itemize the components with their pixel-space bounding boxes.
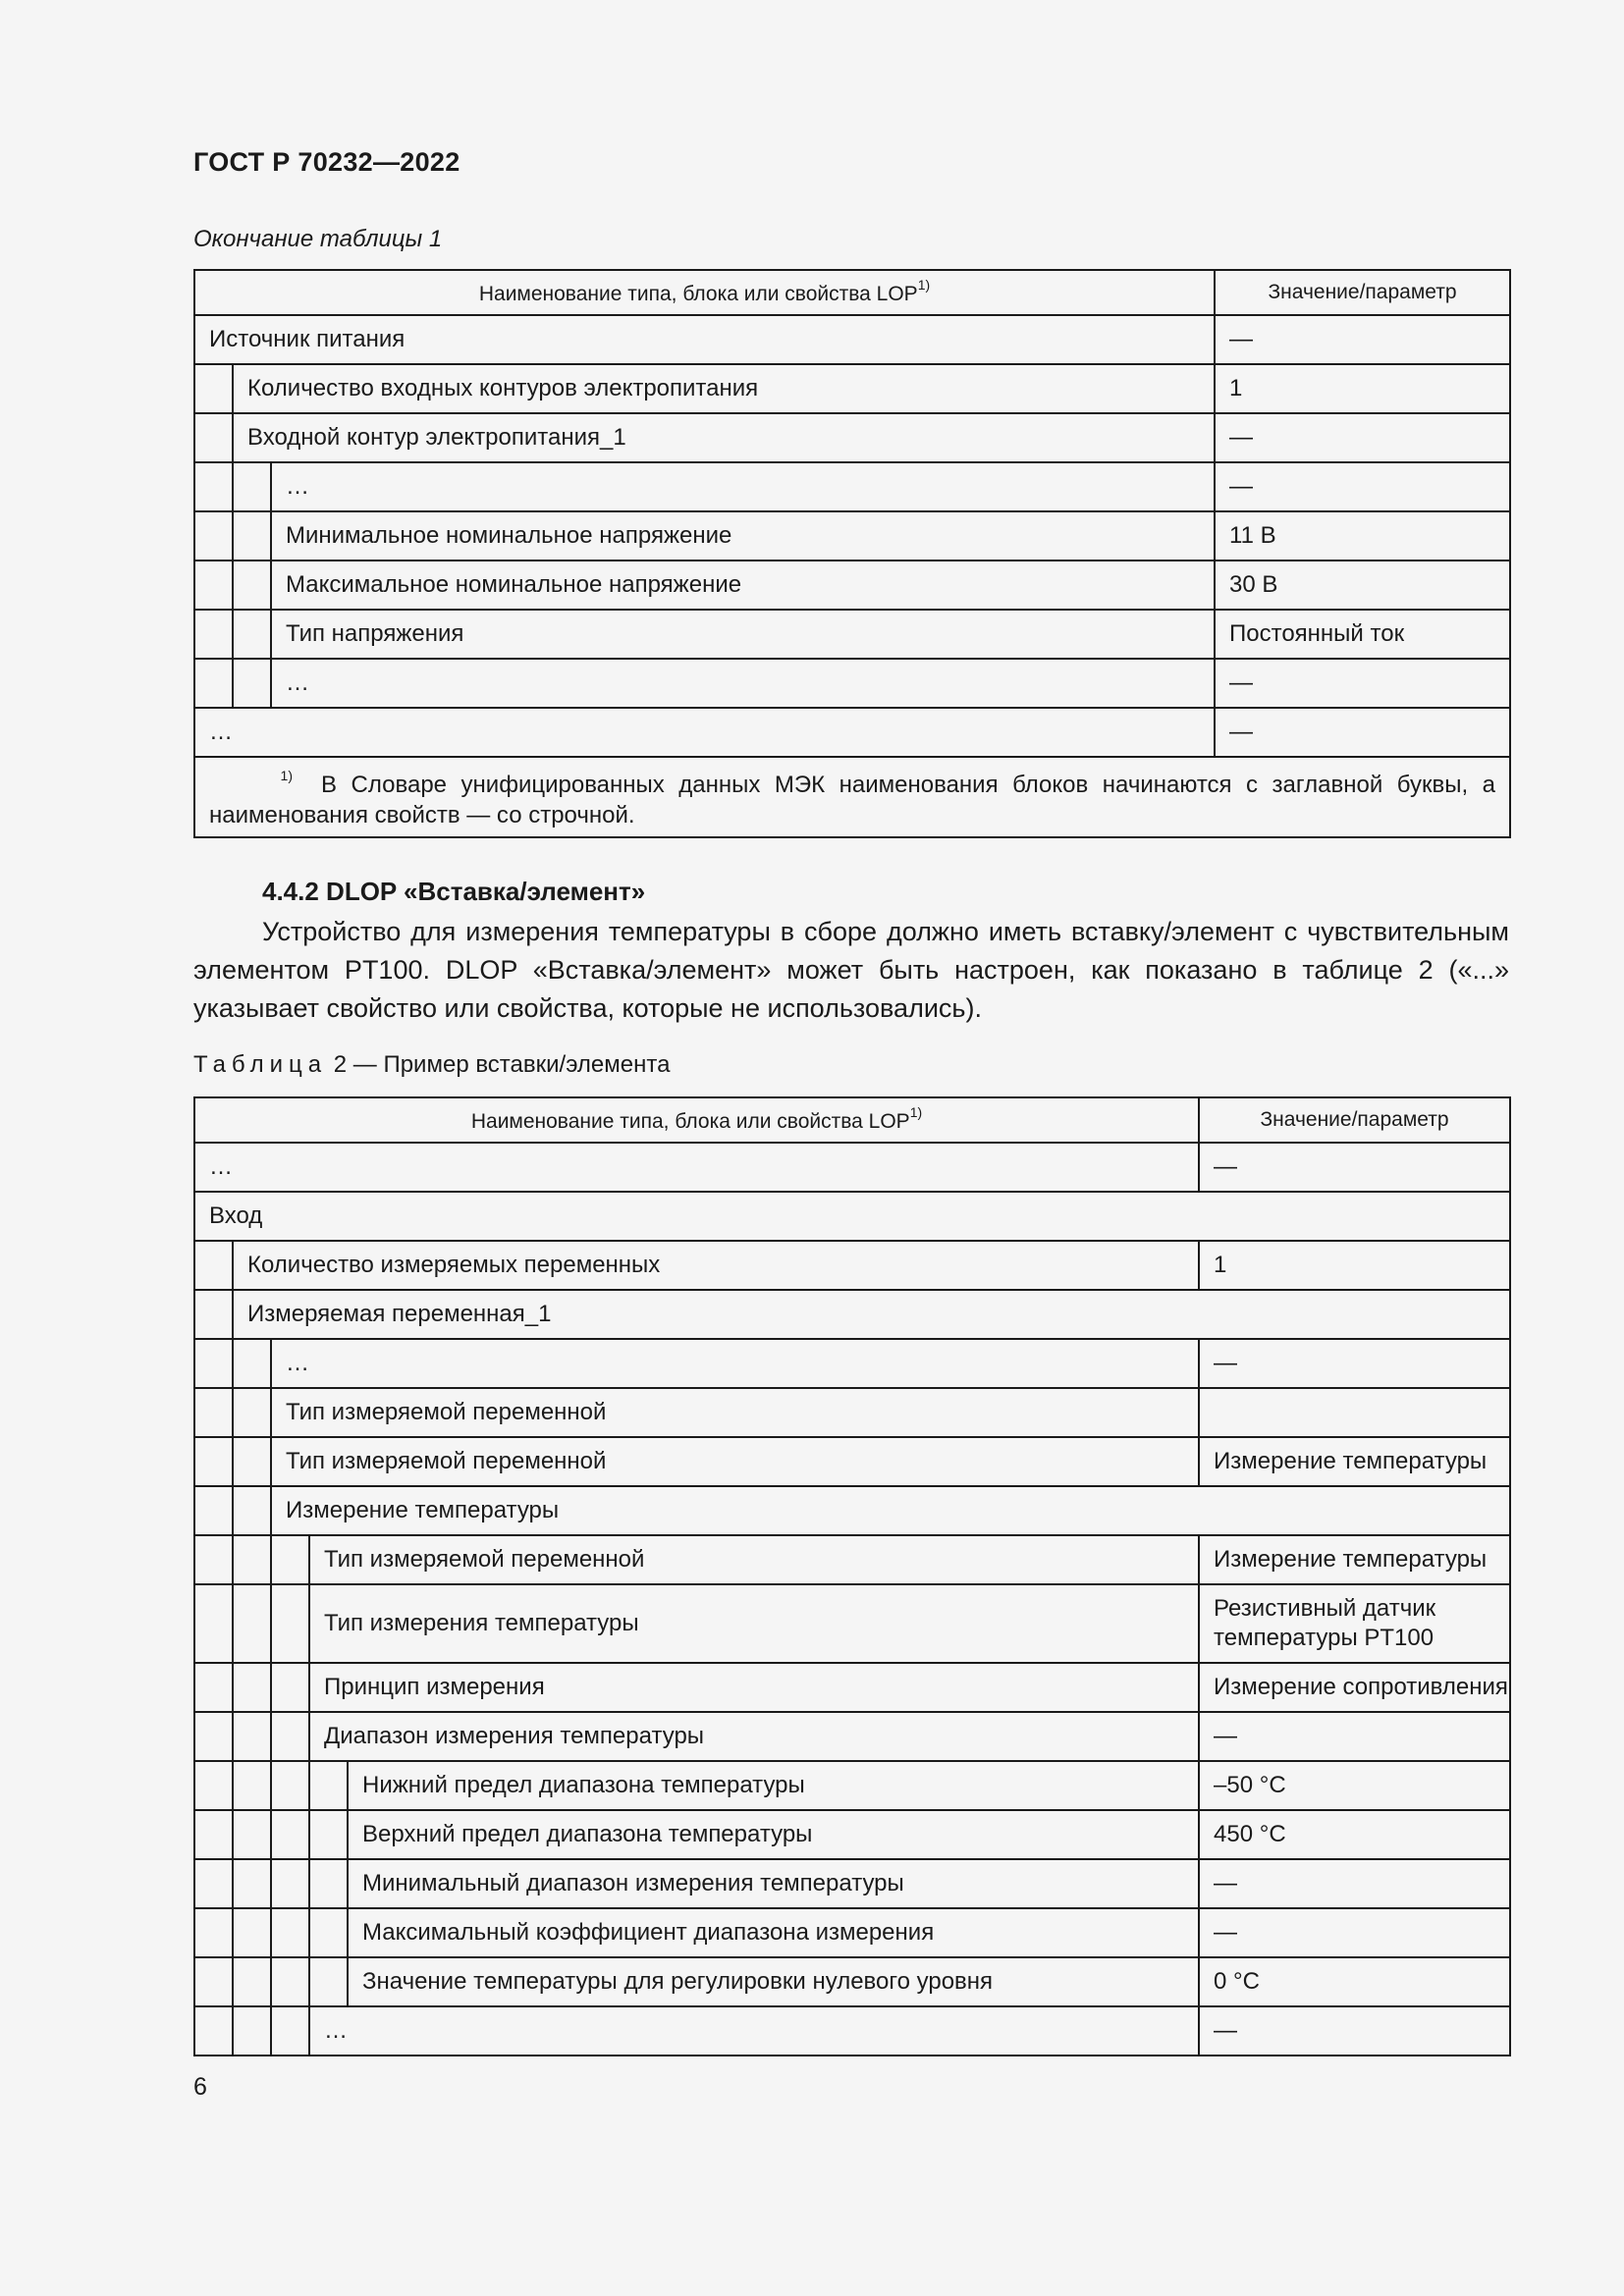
table2-row-name: Минимальный диапазон измерения температуры xyxy=(348,1859,1199,1908)
indent-cell xyxy=(194,1535,233,1584)
table2-row-value: — xyxy=(1199,1339,1510,1388)
table2-row-value: — xyxy=(1199,1908,1510,1957)
indent-cell xyxy=(309,1859,348,1908)
indent-cell xyxy=(233,1486,271,1535)
indent-cell xyxy=(194,1859,233,1908)
table1-row-value: 1 xyxy=(1215,364,1510,413)
indent-cell xyxy=(271,1761,309,1810)
indent-cell xyxy=(194,364,233,413)
table1-footnote xyxy=(194,757,1510,837)
indent-cell xyxy=(194,1584,233,1663)
table-row xyxy=(194,1761,1510,1810)
table-row xyxy=(194,1192,1510,1241)
table-row xyxy=(194,1859,1510,1908)
table-row xyxy=(194,2006,1510,2056)
table1-caption: Окончание таблицы 1 xyxy=(193,226,443,252)
indent-cell xyxy=(233,511,271,561)
indent-cell xyxy=(194,1663,233,1712)
table2-row-name: Количество измеряемых переменных xyxy=(233,1241,1199,1290)
table1-row-value: 11 В xyxy=(1215,511,1510,561)
table2-row-name: Тип измерения температуры xyxy=(309,1584,1199,1663)
table2-row-name: Максимальный коэффициент диапазона измерения xyxy=(348,1908,1199,1957)
table2-row-name: Вход xyxy=(194,1192,1510,1241)
indent-cell xyxy=(194,1957,233,2006)
indent-cell xyxy=(194,659,233,708)
indent-cell xyxy=(233,1535,271,1584)
table1-row-name: Максимальное номинальное напряжение xyxy=(271,561,1215,610)
table2-row-name: Тип измеряемой переменной xyxy=(309,1535,1199,1584)
indent-cell xyxy=(233,1339,271,1388)
table-row xyxy=(194,1535,1510,1584)
table-row xyxy=(194,462,1510,511)
table1-footnote-row xyxy=(194,757,1510,837)
indent-cell xyxy=(194,1908,233,1957)
table2-row-value: Измерение сопротивления xyxy=(1199,1663,1510,1712)
table-row xyxy=(194,1486,1510,1535)
table-row xyxy=(194,708,1510,757)
indent-cell xyxy=(233,659,271,708)
table-row xyxy=(194,1663,1510,1712)
indent-cell xyxy=(271,1908,309,1957)
table2-row-value: 450 °C xyxy=(1199,1810,1510,1859)
indent-cell xyxy=(233,1584,271,1663)
table2-row-value: — xyxy=(1199,2006,1510,2056)
section-heading: 4.4.2 DLOP «Вставка/элемент» xyxy=(262,877,646,906)
table2-row-value: — xyxy=(1199,1859,1510,1908)
table1-row-value: — xyxy=(1215,413,1510,462)
table1-row-name: Тип напряжения xyxy=(271,610,1215,659)
table2-header-row xyxy=(194,1097,1510,1143)
table1-header-row xyxy=(194,270,1510,315)
table-row xyxy=(194,1584,1510,1663)
indent-cell xyxy=(194,413,233,462)
table2-row-name: … xyxy=(194,1143,1199,1192)
indent-cell xyxy=(194,1437,233,1486)
table2-row-name: Верхний предел диапазона температуры xyxy=(348,1810,1199,1859)
indent-cell xyxy=(233,1663,271,1712)
table1-row-value: — xyxy=(1215,315,1510,364)
table2-row-name: Принцип измерения xyxy=(309,1663,1199,1712)
indent-cell xyxy=(194,1712,233,1761)
table1-row-value: — xyxy=(1215,462,1510,511)
table2-row-value: Резистивный датчик температуры PT100 xyxy=(1199,1584,1510,1663)
table1-row-name: Входной контур электропитания_1 xyxy=(233,413,1215,462)
indent-cell xyxy=(271,1584,309,1663)
indent-cell xyxy=(233,1810,271,1859)
indent-cell xyxy=(309,1957,348,2006)
table-row xyxy=(194,413,1510,462)
table-row xyxy=(194,1712,1510,1761)
indent-cell xyxy=(233,2006,271,2056)
table-row xyxy=(194,1908,1510,1957)
table1-row-value: — xyxy=(1215,659,1510,708)
indent-cell xyxy=(233,1908,271,1957)
table2-caption-text: 2 — Пример вставки/элемента xyxy=(327,1051,671,1078)
table2-caption xyxy=(193,1051,670,1079)
table1-col2-header: Значение/параметр xyxy=(1215,270,1510,315)
table1-row-value: 30 В xyxy=(1215,561,1510,610)
table1-row-name: … xyxy=(271,462,1215,511)
table1-row-name: … xyxy=(194,708,1215,757)
indent-cell xyxy=(233,561,271,610)
indent-cell xyxy=(194,1761,233,1810)
table2-row-name: … xyxy=(309,2006,1199,2056)
table1 xyxy=(193,269,1511,838)
footnote-mark: 1) xyxy=(280,768,293,783)
table2-row-value: –50 °C xyxy=(1199,1761,1510,1810)
indent-cell xyxy=(233,1859,271,1908)
indent-cell xyxy=(271,1810,309,1859)
table-row xyxy=(194,1437,1510,1486)
indent-cell xyxy=(194,1486,233,1535)
table-row xyxy=(194,1339,1510,1388)
indent-cell xyxy=(271,1535,309,1584)
table2-row-value: Измерение температуры xyxy=(1199,1535,1510,1584)
indent-cell xyxy=(194,511,233,561)
indent-cell xyxy=(271,1663,309,1712)
footnote-text: В Словаре унифицированных данных МЭК наименования блоков начинаются с заглавной буквы, а наименования свойств — со строчной. xyxy=(209,772,1495,828)
table2-row-value: 0 °C xyxy=(1199,1957,1510,2006)
indent-cell xyxy=(194,610,233,659)
table2-row-name: Измеряемая переменная_1 xyxy=(233,1290,1510,1339)
table-row xyxy=(194,364,1510,413)
table-row xyxy=(194,511,1510,561)
document-header: ГОСТ Р 70232—2022 xyxy=(193,147,460,177)
table2-row-name: … xyxy=(271,1339,1199,1388)
indent-cell xyxy=(233,1761,271,1810)
table-row xyxy=(194,1810,1510,1859)
table2-row-name: Тип измеряемой переменной xyxy=(271,1437,1199,1486)
table-row xyxy=(194,561,1510,610)
indent-cell xyxy=(309,1761,348,1810)
table1-row-value: — xyxy=(1215,708,1510,757)
indent-cell xyxy=(194,1290,233,1339)
table1-col1-header: Наименование типа, блока или свойства LOP$^{1)}$ xyxy=(194,270,1215,315)
table2-row-name: Измерение температуры xyxy=(271,1486,1510,1535)
table2-caption-word: Таблица xyxy=(193,1051,328,1078)
indent-cell xyxy=(271,1859,309,1908)
indent-cell xyxy=(194,561,233,610)
table1-row-name: … xyxy=(271,659,1215,708)
table2-row-name: Значение температуры для регулировки нулевого уровня xyxy=(348,1957,1199,2006)
table-row xyxy=(194,1143,1510,1192)
table1-row-value: Постоянный ток xyxy=(1215,610,1510,659)
table2 xyxy=(193,1096,1511,2056)
table2-col2-header: Значение/параметр xyxy=(1199,1097,1510,1143)
table2-row-value xyxy=(1199,1388,1510,1437)
indent-cell xyxy=(271,1712,309,1761)
indent-cell xyxy=(194,1241,233,1290)
table-row xyxy=(194,1957,1510,2006)
indent-cell xyxy=(309,1810,348,1859)
table-row xyxy=(194,1241,1510,1290)
indent-cell xyxy=(233,1712,271,1761)
page-number: 6 xyxy=(193,2073,207,2101)
table2-row-value: Измерение температуры xyxy=(1199,1437,1510,1486)
indent-cell xyxy=(233,462,271,511)
table2-row-name: Диапазон измерения температуры xyxy=(309,1712,1199,1761)
table2-row-value: — xyxy=(1199,1143,1510,1192)
table2-row-value: 1 xyxy=(1199,1241,1510,1290)
indent-cell xyxy=(233,1437,271,1486)
table2-col1-header: Наименование типа, блока или свойства LOP$^{1)}$ xyxy=(194,1097,1199,1143)
table-row xyxy=(194,659,1510,708)
indent-cell xyxy=(233,610,271,659)
indent-cell xyxy=(271,1957,309,2006)
indent-cell xyxy=(194,2006,233,2056)
body-paragraph: Устройство для измерения температуры в сборе должно иметь вставку/элемент с чувствительным элементом PT100. DLOP «Вставка/элемент» может быть настроен, как показано в таблице 2 («...» указывает свойство или свойства, которые не использовались). xyxy=(193,917,1509,1023)
indent-cell xyxy=(233,1957,271,2006)
indent-cell xyxy=(194,1339,233,1388)
table2-row-value: — xyxy=(1199,1712,1510,1761)
table2-row-name: Тип измеряемой переменной xyxy=(271,1388,1199,1437)
table1-row-name: Количество входных контуров электропитания xyxy=(233,364,1215,413)
table1-row-name: Минимальное номинальное напряжение xyxy=(271,511,1215,561)
table-row xyxy=(194,1290,1510,1339)
indent-cell xyxy=(309,1908,348,1957)
table2-row-name: Нижний предел диапазона температуры xyxy=(348,1761,1199,1810)
indent-cell xyxy=(194,1810,233,1859)
indent-cell xyxy=(194,1388,233,1437)
indent-cell xyxy=(233,1388,271,1437)
table1-row-name: Источник питания xyxy=(194,315,1215,364)
indent-cell xyxy=(194,462,233,511)
indent-cell xyxy=(271,2006,309,2056)
table-row xyxy=(194,610,1510,659)
table-row xyxy=(194,1388,1510,1437)
table-row xyxy=(194,315,1510,364)
